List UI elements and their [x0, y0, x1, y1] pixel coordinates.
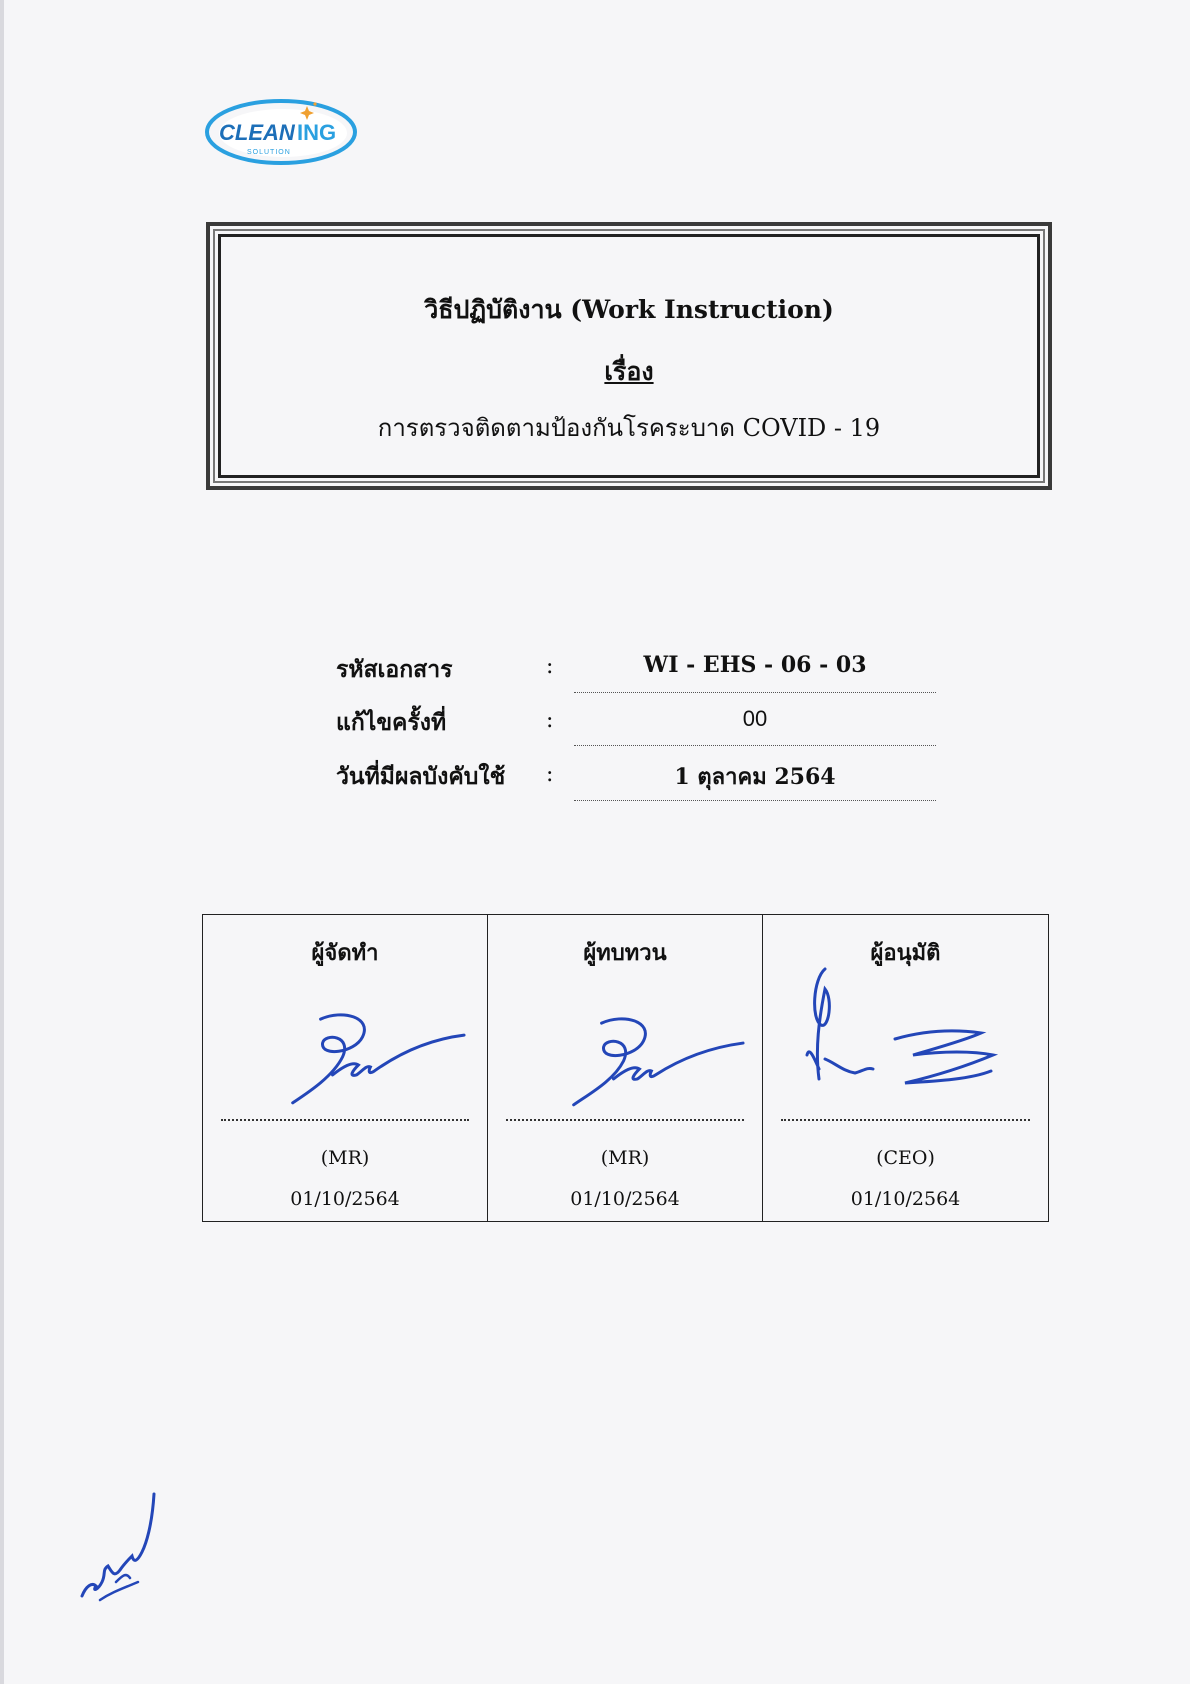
- reviewed-by-signature: [488, 1005, 762, 1115]
- revision-label: แก้ไขครั้งที่: [336, 709, 447, 736]
- page-edge: [0, 0, 4, 1684]
- doc-code-colon: :: [546, 654, 554, 679]
- reviewed-by-date: 01/10/2564: [570, 1188, 680, 1210]
- doc-code-underline: [574, 692, 936, 693]
- company-logo: [203, 96, 359, 168]
- document-title: วิธีปฏิบัติงาน (Work Instruction): [424, 295, 834, 324]
- svg-text:SOLUTION: SOLUTION: [247, 149, 291, 156]
- reviewed-by-role: (MR): [600, 1147, 650, 1169]
- signature-icon: [763, 949, 1048, 1099]
- approved-by-signature: [763, 1005, 1048, 1115]
- doc-code-label: รหัสเอกสาร: [336, 656, 453, 683]
- signature-icon: [488, 1005, 762, 1115]
- prepared-by-role: (MR): [320, 1147, 370, 1169]
- handwritten-initials: [72, 1486, 172, 1606]
- subject-label: เรื่อง: [604, 357, 654, 386]
- cleaning-logo-icon: [203, 96, 359, 168]
- signature-cell-prepared: [203, 915, 488, 1221]
- approved-by-signature-line: [781, 1119, 1030, 1121]
- prepared-by-signature-line: [221, 1119, 469, 1121]
- signature-table: [202, 914, 1049, 1222]
- title-frame: [206, 222, 1052, 490]
- prepared-by-date: 01/10/2564: [290, 1188, 400, 1210]
- doc-code-value: WI - EHS - 06 - 03: [643, 652, 867, 678]
- approved-by-role: (CEO): [876, 1147, 935, 1169]
- approved-by-heading: ผู้อนุมัติ: [870, 940, 941, 966]
- effective-date-value: 1 ตุลาคม 2564: [674, 764, 836, 790]
- effective-date-label: วันที่มีผลบังคับใช้: [336, 763, 506, 790]
- document-subject: การตรวจติดตามป้องกันโรคระบาด COVID - 19: [377, 414, 881, 442]
- revision-colon: :: [546, 708, 554, 733]
- approved-by-date: 01/10/2564: [850, 1188, 961, 1210]
- revision-underline: [574, 745, 936, 746]
- reviewed-by-heading: ผู้ทบทวน: [583, 940, 667, 966]
- signature-icon: [203, 1005, 487, 1115]
- revision-value: 00: [742, 706, 768, 731]
- initials-icon: [72, 1486, 172, 1606]
- signature-cell-approved: [763, 915, 1048, 1221]
- effective-date-colon: :: [546, 762, 554, 787]
- signature-cell-reviewed: [488, 915, 763, 1221]
- effective-date-underline: [574, 800, 936, 801]
- svg-text:ING: ING: [297, 120, 337, 145]
- reviewed-by-signature-line: [506, 1119, 744, 1121]
- prepared-by-heading: ผู้จัดทำ: [311, 940, 379, 966]
- prepared-by-signature: [203, 1005, 487, 1115]
- svg-text:CLEAN: CLEAN: [219, 120, 295, 145]
